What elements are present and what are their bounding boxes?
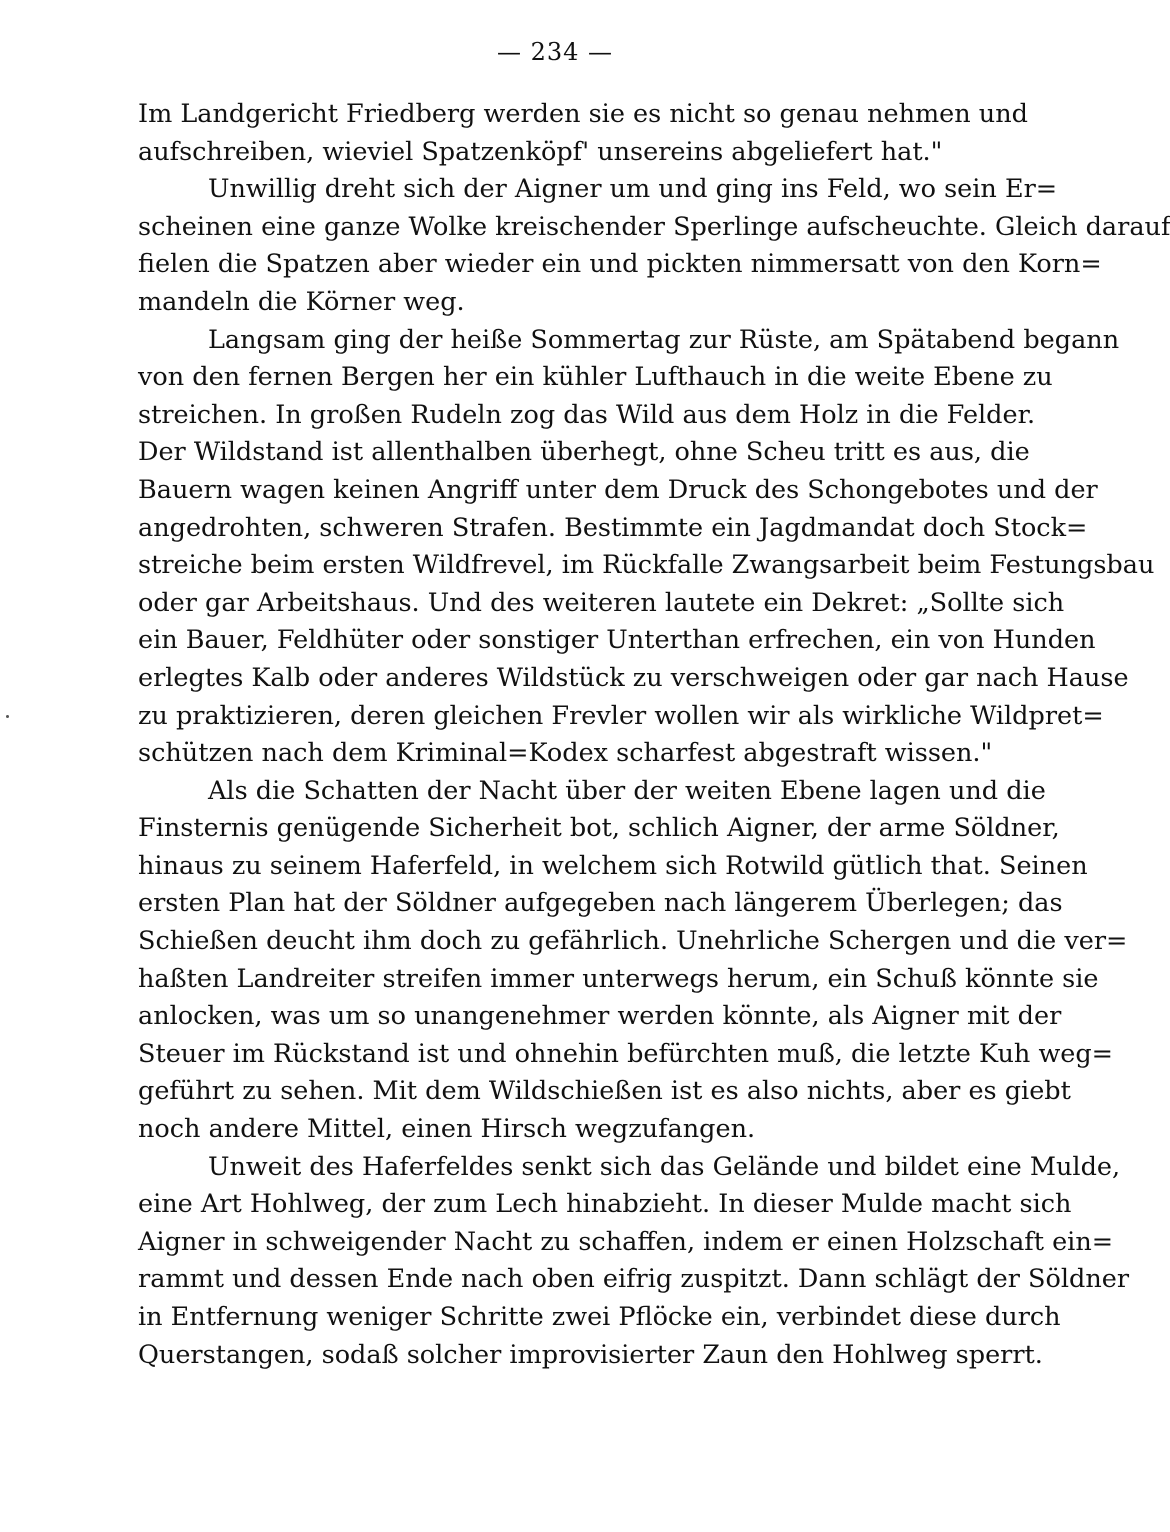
text-line: streiche beim ersten Wildfrevel, im Rückfalle Zwangsarbeit beim Festungsbau xyxy=(138,550,1155,581)
text-line: streichen. In großen Rudeln zog das Wild aus dem Holz in die Felder. xyxy=(138,399,1036,430)
text-line: anlocken, was um so unangenehmer werden könnte, als Aigner mit der xyxy=(138,1001,1062,1032)
text-line: ein Bauer, Feldhüter oder sonstiger Unterthan erfrechen, ein von Hunden xyxy=(138,625,1096,656)
text-line: hinaus zu seinem Haferfeld, in welchem sich Rotwild gütlich that. Seinen xyxy=(138,850,1088,881)
text-line: mandeln die Körner weg. xyxy=(138,286,465,317)
text-line: Aigner in schweigender Nacht zu schaffen, indem er einen Holzschaft ein= xyxy=(138,1226,1114,1257)
text-line: Querstangen, sodaß solcher improvisierter Zaun den Hohlweg sperrt. xyxy=(138,1339,1043,1370)
text-line: angedrohten, schweren Strafen. Bestimmte ein Jagdmandat doch Stock= xyxy=(138,512,1088,543)
text-line: noch andere Mittel, einen Hirsch wegzufangen. xyxy=(138,1114,756,1145)
text-line: Langsam ging der heiße Sommertag zur Rüste, am Spätabend begann xyxy=(208,324,1120,355)
text-line: aufschreiben, wieviel Spatzenköpf' unsereins abgeliefert hat." xyxy=(138,136,943,167)
text-line: Steuer im Rückstand ist und ohnehin befürchten muß, die letzte Kuh weg= xyxy=(138,1038,1114,1069)
text-line: Schießen deucht ihm doch zu gefährlich. Unehrliche Schergen und die ver= xyxy=(138,926,1128,957)
margin-speck xyxy=(6,715,9,718)
text-line: Unweit des Haferfeldes senkt sich das Gelände und bildet eine Mulde, xyxy=(208,1151,1121,1182)
text-line: rammt und dessen Ende nach oben eifrig zuspitzt. Dann schlägt der Söldner xyxy=(138,1264,1130,1295)
text-line: Unwillig dreht sich der Aigner um und ging ins Feld, wo sein Er= xyxy=(208,174,1058,205)
text-line: Im Landgericht Friedberg werden sie es nicht so genau nehmen und xyxy=(138,99,1028,129)
text-line: von den fernen Bergen her ein kühler Lufthauch in die weite Ebene zu xyxy=(138,362,1053,393)
text-line: in Entfernung weniger Schritte zwei Pflöcke ein, verbindet diese durch xyxy=(138,1302,1061,1332)
page-number: — 234 — xyxy=(496,38,614,66)
body-text xyxy=(138,96,1170,1374)
text-line: eine Art Hohlweg, der zum Lech hinabzieht. In dieser Mulde macht sich xyxy=(138,1189,1072,1220)
text-line: scheinen eine ganze Wolke kreischender Sperlinge aufscheuchte. Gleich darauf xyxy=(138,211,1170,242)
text-line: ersten Plan hat der Söldner aufgegeben nach längerem Überlegen; das xyxy=(138,888,1063,919)
text-line: Bauern wagen keinen Angriff unter dem Druck des Schongebotes und der xyxy=(138,474,1098,505)
text-line: Finsternis genügende Sicherheit bot, schlich Aigner, der arme Söldner, xyxy=(138,813,1060,844)
text-line: erlegtes Kalb oder anderes Wildstück zu verschweigen oder gar nach Hause xyxy=(138,662,1129,693)
text-line: geführt zu sehen. Mit dem Wildschießen ist es also nichts, aber es giebt xyxy=(138,1076,1071,1107)
text-line: haßten Landreiter streifen immer unterwegs herum, ein Schuß könnte sie xyxy=(138,963,1099,994)
text-line: schützen nach dem Kriminal=Kodex scharfest abgestraft wissen." xyxy=(138,738,993,769)
text-line: zu praktizieren, deren gleichen Frevler wollen wir als wirkliche Wildpret= xyxy=(138,700,1104,731)
text-line: fielen die Spatzen aber wieder ein und pickten nimmersatt von den Korn= xyxy=(138,249,1102,280)
text-line: Der Wildstand ist allenthalben überhegt, ohne Scheu tritt es aus, die xyxy=(138,437,1030,468)
text-line: Als die Schatten der Nacht über der weiten Ebene lagen und die xyxy=(208,775,1046,806)
text-line: oder gar Arbeitshaus. Und des weiteren lautete ein Dekret: „Sollte sich xyxy=(138,587,1065,618)
